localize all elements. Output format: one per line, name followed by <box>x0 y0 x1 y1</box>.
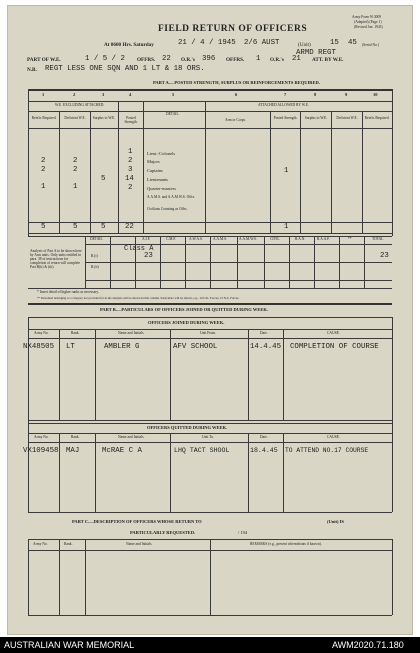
rank-aams: A.A.M.S. and A.A.M.W.S. Offrs. <box>147 195 196 199</box>
an-ran: R.A.N. <box>295 237 306 241</box>
an-total: TOTAL <box>372 237 384 241</box>
total-col1: 5 <box>41 223 46 231</box>
unit-name: 2/6 AUST <box>244 39 280 47</box>
ors-label: O.R.'s <box>181 57 195 63</box>
c2-captains: 2 <box>73 166 78 174</box>
part-c-unit: (Unit) IS <box>327 519 344 524</box>
j-h-date: Date. <box>260 331 268 335</box>
c1-majors: 2 <box>41 157 46 165</box>
c2-majors: 2 <box>73 157 78 165</box>
part-c-title2: PARTICULARLY REQUESTED. <box>130 530 196 535</box>
col-num-4: 4 <box>129 92 132 97</box>
analysis-detail: DETAIL <box>90 237 103 241</box>
col-rein-required: Rein'ts Required. <box>31 116 57 120</box>
col-num-2: 2 <box>73 92 76 97</box>
part-a-title: PART A.—POSTED STRENGTH, SURPLUS OR REINFORCEMENTS REQUIRED. <box>153 80 320 85</box>
nb-text: REGT LESS ONE SQN AND 1 LT & 18 ORS. <box>45 65 205 73</box>
j-h-army: Army No. <box>34 331 49 335</box>
an-raaf: R.A.A.F. <box>317 237 330 241</box>
col-surplus-att: Surplus to W.E. <box>304 116 328 120</box>
offrs-label-2: OFFRS. <box>226 57 245 63</box>
c4-qm: 2 <box>128 184 133 192</box>
rank-captains: Captains <box>147 168 163 173</box>
joined-unit: AFV SCHOOL <box>173 343 218 351</box>
form-title: FIELD RETURN OF OFFICERS <box>158 24 308 34</box>
archive-footer <box>0 637 420 653</box>
an-civil: CIVIL <box>270 237 280 241</box>
j-h-rank: Rank. <box>71 331 80 335</box>
att-label: ATT. BY W.E. <box>312 57 344 63</box>
quitted-name: McRAE C A <box>102 447 142 455</box>
c2-qm: 1 <box>73 183 78 191</box>
joined-rank: LT <box>66 343 75 351</box>
total-value: 23 <box>380 252 389 260</box>
col-deficient: Deficient W.E. <box>64 116 86 120</box>
an-other: ** <box>348 237 352 241</box>
analysis-note: Analysis of Part A to be shown here by Arm units. Only units entitled in para. 38 of instructions for completion of return will complete Part B(ii) & (iii). <box>30 249 82 269</box>
part-of-we: 1 / 5 / 2 <box>85 55 125 63</box>
an-aif: A.I.F. <box>142 237 151 241</box>
ors-value-2: 21 <box>292 55 301 63</box>
part-c-title: PART C.—DESCRIPTION OF OFFICERS WHOSE RETURN TO <box>72 519 202 524</box>
c4-lt-col: 1 <box>128 148 133 156</box>
c4-lieutenants: 14 <box>125 175 134 183</box>
at-line: At 0600 Hrs. Saturday <box>104 42 154 48</box>
we-excluding-heading: W.E. EXCLUDING ATTACHED. <box>55 103 105 107</box>
c-h-name: Name and Initials. <box>126 542 153 546</box>
serial-no-2: 45 <box>348 39 357 47</box>
col-num-7: 7 <box>284 92 287 97</box>
rank-civilians: Civilians Counting as Offrs. <box>147 207 188 211</box>
col-arm-corps: Arm or Corps. <box>225 118 246 122</box>
ors-value: 396 <box>202 55 216 63</box>
quitted-title: OFFICERS QUITTED DURING WEEK. <box>147 425 228 430</box>
c-h-rank: Rank. <box>64 542 73 546</box>
part-of-we-label: PART OF W.E. <box>27 57 61 63</box>
c4-majors: 2 <box>128 157 133 165</box>
footnote-2: ** Personnel belonging to a category not provided for in the analysis will be shown in this column. Particulars will be shown, e.g., 10 U.K. Forces; 15 N.Z. Forces. <box>37 296 240 300</box>
q-h-rank: Rank. <box>71 435 80 439</box>
col-num-9: 9 <box>345 92 348 97</box>
col-deficient-att: Deficient W.E. <box>336 116 358 120</box>
joined-army-no: NX48505 <box>23 343 55 351</box>
aif-value: 23 <box>144 252 153 260</box>
footnote-1: * Insert detail of higher ranks as necessary. <box>37 290 99 294</box>
rank-majors: Majors <box>147 159 160 164</box>
rank-lt-col: Lieut.-Colonels <box>147 151 176 156</box>
attached-allowed-heading: ATTACHED ALLOWED BY W.E. <box>258 103 309 107</box>
analysis-r2: R.(ii) <box>91 265 99 269</box>
return-date: 21 / 4 / 1945 <box>178 39 236 47</box>
q-h-army: Army No. <box>34 435 49 439</box>
part-c-date: / 194 <box>238 530 248 535</box>
quitted-cause: TO ATTEND NO.17 COURSE <box>285 447 369 454</box>
an-aams: A.A.M.S. <box>213 237 227 241</box>
offrs-value-2: 1 <box>256 55 261 63</box>
c1-captains: 2 <box>41 166 46 174</box>
joined-date: 14.4.45 <box>250 343 282 351</box>
offrs-label: OFFRS. <box>137 57 156 63</box>
form-ref-sub2: (Revised Jan. 1943) <box>354 25 383 29</box>
total-col3: 5 <box>101 223 106 231</box>
c1-qm: 1 <box>41 183 46 191</box>
total-col2: 5 <box>73 223 78 231</box>
col-num-1: 1 <box>42 92 45 97</box>
quitted-rank: MAJ <box>66 447 80 455</box>
col-num-5: 5 <box>172 92 175 97</box>
j-h-name: Name and Initials. <box>118 331 145 335</box>
ors-label-2: O.R.'s <box>270 57 284 63</box>
an-aamws: A.A.M.W.S. <box>239 237 257 241</box>
c3-lieutenants: 5 <box>101 175 106 183</box>
q-h-name: Name and Initials. <box>118 435 145 439</box>
col-num-8: 8 <box>314 92 317 97</box>
form-ref: Army Form W.3009 <box>352 15 382 19</box>
q-h-date: Date. <box>260 435 268 439</box>
col-posted: Posted Strength. <box>124 116 138 124</box>
j-h-cause: CAUSE. <box>327 331 340 335</box>
part-b-title: PART B.—PARTICULARS OF OFFICERS JOINED OR QUITTED DURING WEEK. <box>100 307 268 312</box>
j-h-unit-from: Unit From. <box>200 331 216 335</box>
col-rein-att: Rein'ts Required. <box>364 116 390 120</box>
an-cmf: C.M.F. <box>166 237 176 241</box>
q-h-unit-to: Unit To. <box>202 435 214 439</box>
total-col4: 22 <box>125 223 134 231</box>
c-h-remarks: REMARKS (e.g., present whereabouts if known). <box>250 542 322 546</box>
an-awas: A.W.A.S. <box>189 237 203 241</box>
rank-lieutenants: Lieutenants <box>147 177 168 182</box>
col-num-6: 6 <box>235 92 238 97</box>
footer-right: AWM2020.71.180 <box>332 640 404 650</box>
serial-no: 15 <box>330 39 339 47</box>
c7-value: 1 <box>284 167 289 175</box>
nb-label: N.B. <box>27 67 37 73</box>
class-a: Class A <box>124 245 154 253</box>
c4-captains: 3 <box>128 166 133 174</box>
unit-label: (Unit) <box>298 42 311 48</box>
c-h-army: Army No. <box>33 542 48 546</box>
joined-title: OFFICERS JOINED DURING WEEK. <box>148 320 225 325</box>
armd-regt: ARMD REGT <box>296 49 336 57</box>
col-num-3: 3 <box>102 92 105 97</box>
offrs-value: 22 <box>162 55 171 63</box>
quitted-army-no: VX109458 <box>23 447 59 455</box>
total-col7: 1 <box>284 223 289 231</box>
form-ref-sub: (Adapted) (Page 1) <box>354 20 382 24</box>
analysis-r1: R.(i) <box>91 254 98 258</box>
footer-left: AUSTRALIAN WAR MEMORIAL <box>4 640 135 650</box>
col-surplus: Surplus to W.E. <box>92 116 116 120</box>
quitted-date: 18.4.45 <box>250 447 278 454</box>
col-posted-att: Posted Strength. <box>273 116 298 120</box>
q-h-cause: CAUSE. <box>327 435 340 439</box>
quitted-unit: LHQ TACT SHOOL <box>174 447 230 454</box>
serial-label: (Serial No.) <box>362 43 379 47</box>
joined-cause: COMPLETION OF COURSE <box>290 343 379 351</box>
col-num-10: 10 <box>373 92 378 97</box>
detail-heading: DETAIL <box>166 112 179 116</box>
rank-qm: Quarter-masters <box>147 186 176 191</box>
joined-name: AMBLER G <box>104 343 140 351</box>
